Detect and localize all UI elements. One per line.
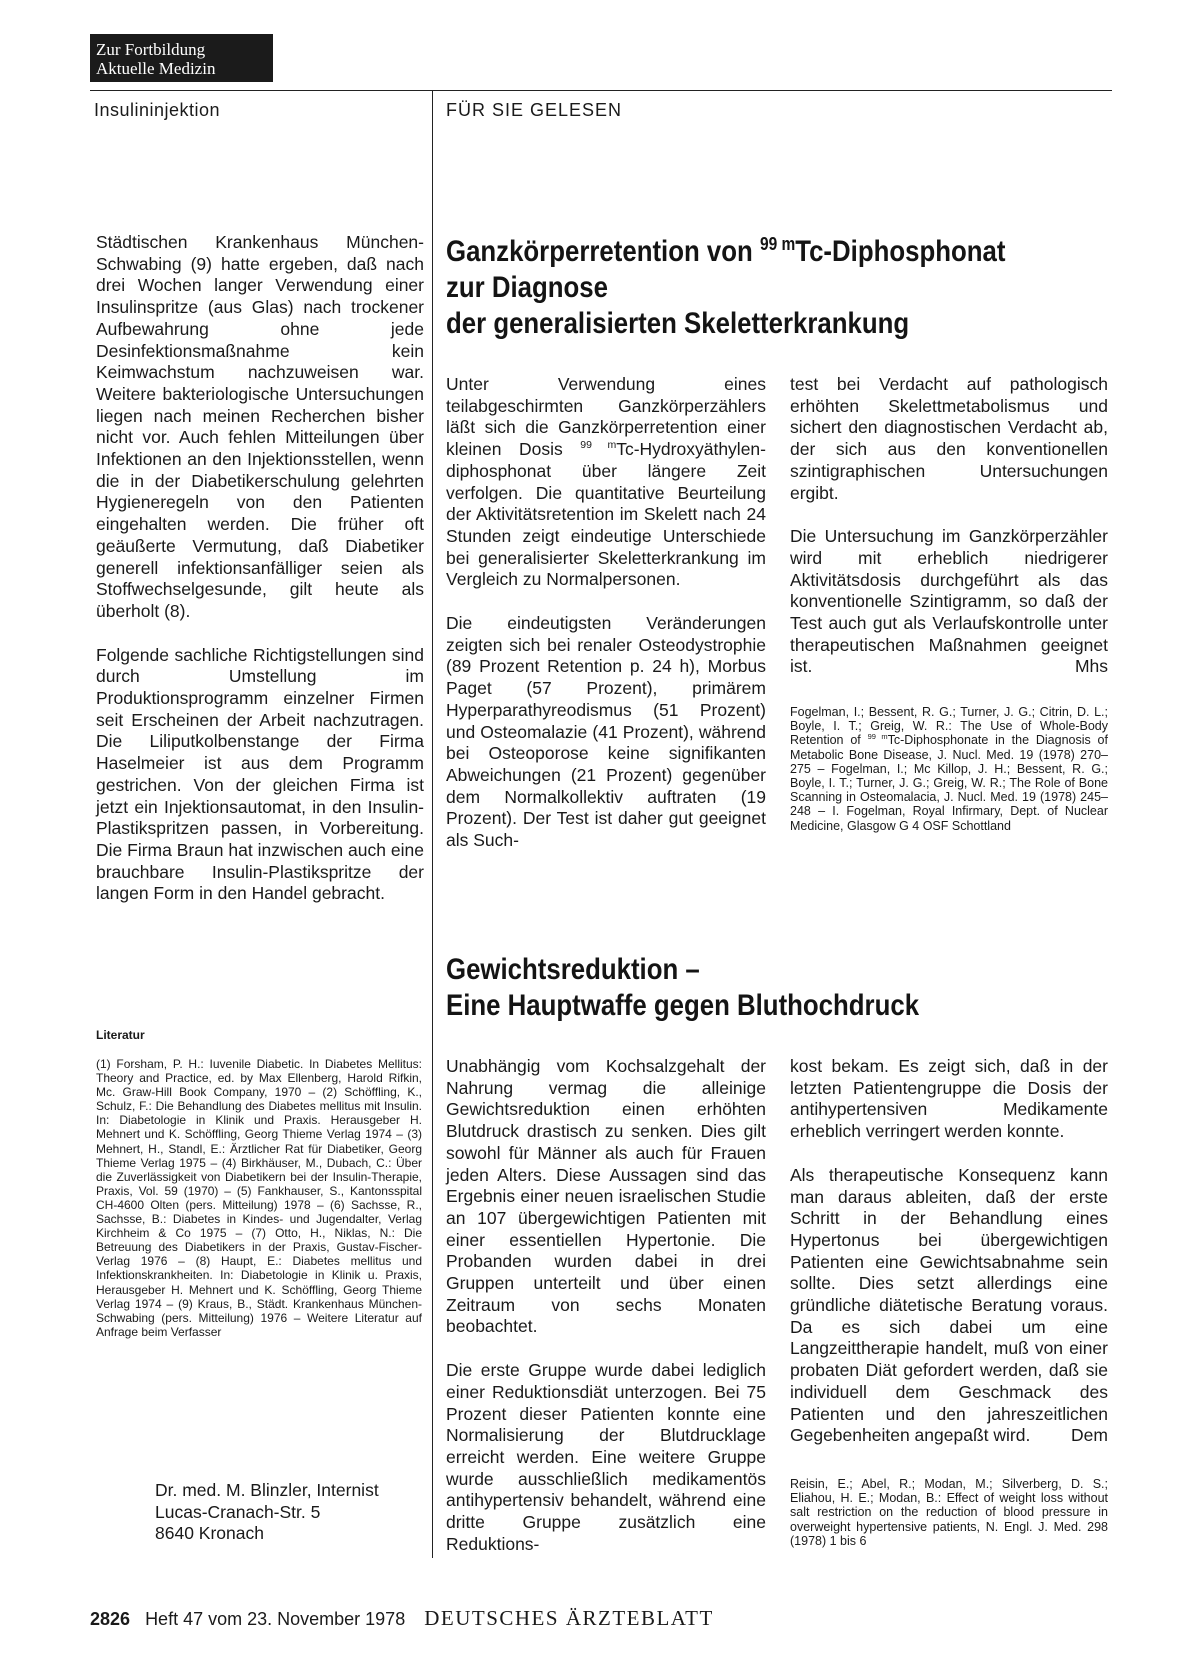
page-number: 2826: [90, 1609, 131, 1629]
article2-column-2: [790, 1056, 1108, 1447]
article2-col1-paragraph-2: Die erste Gruppe wurde dabei lediglich einer Reduktionsdiät unterzogen. Bei 75 Prozent dieser Patienten konnte eine Normalisierung der Blutdrucklage erreicht werden. Eine weitere Gruppe wurde ausschließlich medikamentös antihypertensiv behandelt, während eine dritte Gruppe zusätzlich eine Reduktions-: [446, 1360, 766, 1554]
badge-line-2: Aktuelle Medizin: [96, 59, 216, 78]
section-badge: [90, 34, 273, 82]
section-label-right: FÜR SIE GELESEN: [446, 100, 623, 120]
badge-line-1: Zur Fortbildung: [96, 40, 206, 59]
article1-col1-p1-text-b: Tc-Hydroxyäthylen-diphosphonat über längere Zeit verfolgen. Die quantitative Beurteilung der Aktivitätsretention im Skelett nach 24 Stunden zeigt eindeutige Unterschiede bei generalisierter Skeletterkrankung im Vergleich zu Normalpersonen.: [446, 439, 766, 590]
article1-col1-p1-text-a: Unter Verwendung eines teilabgeschirmten Ganzkörperzählers läßt sich die Ganzkörperretention einer kleinen Dosis: [446, 374, 766, 460]
author-address: [155, 1480, 379, 1545]
issue-info: Heft 47 vom 23. November 1978: [145, 1609, 406, 1629]
section-label-left: Insulininjektion: [94, 100, 221, 120]
article1-reference: [790, 705, 1108, 833]
left-column-text: [96, 232, 424, 905]
article2-headline: [446, 952, 919, 1024]
address-line-3: 8640 Kronach: [155, 1523, 264, 1543]
article1-reference-isotope: 99 m: [867, 732, 888, 742]
article1-reference-text-b: Tc-Diphosphonate in the Diagnosis of Metabolic Bone Disease, J. Nucl. Med. 19 (1978) 270–275 – Fogelman, I.; Mc Killop, J. H.; Bessent, R. G.; Boyle, I. T.; Turner, J. G.; Greig, W. R.; The Role of Bone Scanning in Osteomalacia, J. Nucl. Med. 19 (1978) 245–248 – I. Fogelman, Royal Infirmary, Dept. of Nuclear Medicine, Glasgow G 4 OSF Schottland: [790, 733, 1108, 833]
article1-column-2: [790, 374, 1108, 678]
article2-signature: Dem: [1071, 1425, 1108, 1446]
article2-reference: Reisin, E.; Abel, R.; Modan, M.; Silverberg, D. S.; Eliahou, H. E.; Modan, B.: Effect of weight loss without salt restriction on the reduction of blood pressure in overweight hypertensive patients, N. Engl. J. Med. 298 (1978) 1 bis 6: [790, 1477, 1108, 1548]
article1-headline-line2: zur Diagnose: [446, 271, 609, 304]
left-paragraph-1: Städtischen Krankenhaus München-Schwabing (9) hatte ergeben, daß nach drei Wochen langer Verwendung einer Insulinspritze (aus Glas) nach trockener Aufbewahrung ohne jede Desinfektionsmaßnahme kein Keimwachstum nachzuweisen war. Weitere bakteriologische Untersuchungen liegen nach meinen Recherchen bisher nicht vor. Auch fehlen Mitteilungen über Infektionen an den Injektionsstellen, wenn die in der Diabetikerschulung gelehrten Hygieneregeln von den Patienten eingehalten werden. Die früher oft geäußerte Vermutung, daß Diabetiker generell infektionsanfälliger seien als Stoffwechselgesunde, gilt heute als überholt (8).: [96, 232, 424, 621]
article2-col2-paragraph-2: Als therapeutische Konsequenz kann man daraus ableiten, daß der erste Schritt in der Behandlung eines Hypertonus bei übergewichtigen Patienten eine Gewichtsabnahme sein sollte. Dies setzt allerdings eine gründliche diätetische Beratung voraus. Da es sich dabei um eine Langzeittherapie handelt, muß von einer probaten Diät gefordert werden, daß sie individuell dem Geschmack des Patienten und den jahreszeitlichen Gegebenheiten angepaßt wird.: [790, 1164, 1108, 1446]
article1-col1-paragraph-2: Die eindeutigsten Veränderungen zeigten sich bei renaler Osteodystrophie (89 Prozent Retention p. 24 h), Morbus Paget (57 Prozent), primärem Hyperparathyreodismus (51 Prozent) und Osteomalazie (41 Prozent), während bei Osteoporose keine signifikanten Abweichungen (21 Prozent) gegenüber dem Normalkollektiv auftraten (19 Prozent). Der Test ist daher gut geeignet als Such-: [446, 613, 766, 851]
top-rule: [90, 90, 1112, 91]
article1-headline-suffix: Tc-Diphosphonat: [795, 235, 1006, 268]
address-line-1: Dr. med. M. Blinzler, Internist: [155, 1480, 379, 1500]
article2-column-1: [446, 1056, 766, 1555]
article1-headline-prefix: Ganzkörperretention von: [446, 235, 760, 268]
column-divider: [432, 90, 433, 1558]
article1-col1-paragraph-1: [446, 374, 766, 591]
journal-name: DEUTSCHES ÄRZTEBLATT: [424, 1606, 714, 1630]
article2-headline-line1: Gewichtsreduktion –: [446, 953, 700, 986]
literature-heading: Literatur: [96, 1028, 145, 1042]
article2-col1-paragraph-1: Unabhängig vom Kochsalzgehalt der Nahrung vermag die alleinige Gewichtsreduktion einen erhöhten Blutdruck drastisch zu senken. Dies gilt sowohl für Männer als auch für Frauen jeden Alters. Diese Aussagen sind das Ergebnis einer neuen israelischen Studie an 107 übergewichtigen Patienten mit einer essentiellen Hypertonie. Die Probanden wurden dabei in drei Gruppen unterteilt und über einen Zeitraum von sechs Monaten beobachtet.: [446, 1056, 766, 1337]
article1-column-1: [446, 374, 766, 852]
article1-headline: [446, 234, 1005, 342]
article1-signature: Mhs: [1074, 656, 1108, 677]
article1-headline-line3: der generalisierten Skeletterkrankung: [446, 307, 910, 340]
literature-list: (1) Forsham, P. H.: Iuvenile Diabetic. In Diabetes Mellitus: Theory and Practice, ed. by Max Ellenberg, Harold Rifkin, Mc. Graw-Hill Book Company, 1970 – (2) Schöffling, K., Schulz, F.: Die Behandlung des Diabetes mellitus mit Insulin. In: Diabetologie in Klinik und Praxis. Herausgeber H. Mehnert und K. Schöffling, Georg Thieme Verlag 1974 – (3) Mehnert, H., Standl, E.: Ärztlicher Rat für Diabetiker, Georg Thieme Verlag 1975 – (4) Birkhäuser, M., Dubach, C.: Über die Zuverlässigkeit von Diabetikern bei der Insulin-Therapie, Praxis, Vol. 59 (1970) – (5) Fankhauser, S., Kantonsspital CH-4600 Olten (pers. Mitteilung) 1978 – (6) Sachsse, R., Sachsse, B.: Diabetes in Kindes- und Jugendalter, Verlag Kirchheim & Co 1975 – (7) Otto, H., Niklas, N.: Die Betreuung des Diabetikers in der Praxis, Gustav-Fischer-Verlag 1976 – (8) Haupt, E.: Diabetes mellitus und Infektionskrankheiten. In: Diabetologie in Klinik u. Praxis, Herausgeber H. Mehnert und K. Schöffling, Georg Thieme Verlag 1974 – (9) Kraus, B., Städt. Krankenhaus München-Schwabing (pers. Mitteilung) 1976 – Weitere Literatur auf Anfrage beim Verfasser: [96, 1057, 422, 1339]
article1-col1-isotope: 99 m: [580, 439, 617, 452]
article1-col2-paragraph-1: test bei Verdacht auf pathologisch erhöhten Skelettmetabolismus und sichert den diagnostischen Verdacht ab, der sich aus den konventionellen szintigraphischen Untersuchungen ergibt.: [790, 374, 1108, 503]
article1-col2-paragraph-2: Die Untersuchung im Ganzkörperzähler wird mit erheblich niedrigerer Aktivitätsdosis durchgeführt als das konventionelle Szintigramm, so daß der Test auch gut als Verlaufskontrolle unter therapeutischen Maßnahmen geeignet ist.: [790, 526, 1108, 677]
article1-reference-text-a: Fogelman, I.; Bessent, R. G.; Turner, J. G.; Citrin, D. L.; Boyle, I. T.; Greig, W. R.: The Use of Whole-Body Retention of: [790, 705, 1108, 748]
page-footer: [90, 1606, 714, 1631]
article2-headline-line2: Eine Hauptwaffe gegen Bluthochdruck: [446, 989, 920, 1022]
left-paragraph-2: Folgende sachliche Richtigstellungen sind durch Umstellung im Produktionsprogramm einzelner Firmen seit Erscheinen der Arbeit nachzutragen. Die Liliputkolbenstange der Firma Haselmeier ist aus dem Programm gestrichen. Von der gleichen Firma ist jetzt ein Injektionsautomat, in den Insulin-Plastikspritzen passen, in Vorbereitung. Die Firma Braun hat inzwischen auch eine brauchbare Insulin-Plastikspritze der langen Form in den Handel gebracht.: [96, 644, 424, 904]
article2-col2-paragraph-1: kost bekam. Es zeigt sich, daß in der letzten Patientengruppe die Dosis der antihypertensiven Medikamente erheblich verringert werden konnte.: [790, 1056, 1108, 1142]
address-line-2: Lucas-Cranach-Str. 5: [155, 1501, 321, 1522]
article1-headline-isotope: 99 m: [759, 234, 796, 254]
